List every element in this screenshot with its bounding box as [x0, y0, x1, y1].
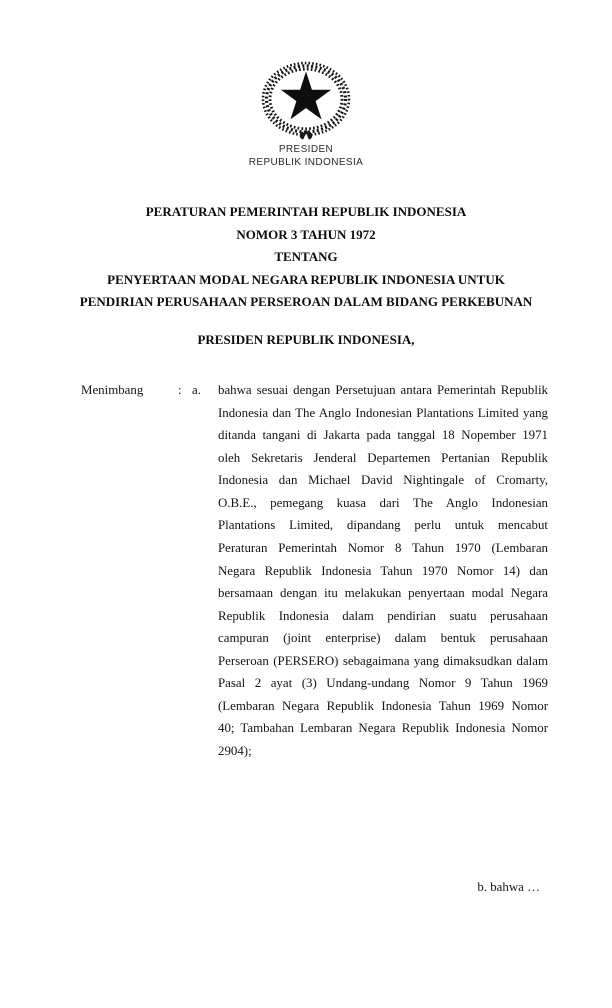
wreath-bow	[300, 131, 313, 140]
title-line-3-tentang: TENTANG	[274, 249, 338, 265]
consideration-line: Peraturan Pemerintah Nomor 8 Tahun 1970 (Lembaran	[218, 540, 548, 555]
preamble-heading: PRESIDEN REPUBLIK INDONESIA,	[197, 332, 415, 347]
consideration-line: Republik Indonesia dalam pendirian suatu perusahaan	[218, 608, 548, 623]
consideration-line: Indonesia dan Michael David Nightingale of Cromarty,	[218, 473, 548, 488]
consideration-line: oleh Sekretaris Jenderal Departemen Pertanian Republik	[218, 450, 548, 465]
consideration-line: Indonesia dan The Anglo Indonesian Plantations Limited yang	[218, 405, 548, 420]
consideration-item-text	[218, 379, 548, 763]
title-line-5-subject: PENDIRIAN PERUSAHAAN PERSEROAN DALAM BIDANG PERKEBUNAN	[79, 294, 533, 310]
consideration-line: (Lembaran Negara Republik Indonesia Tahun 1969 Nomor	[218, 698, 548, 713]
presidential-seal-icon	[261, 61, 351, 143]
considerations-section	[81, 379, 548, 763]
considerations-colon: :	[178, 383, 182, 397]
consideration-line: ditanda tangani di Jakarta pada tanggal 18 Nopember 1971	[218, 428, 548, 443]
title-line-1: PERATURAN PEMERINTAH REPUBLIK INDONESIA	[145, 204, 467, 219]
consideration-item-marker: a.	[192, 383, 201, 397]
consideration-line: O.B.E., pemegang kuasa dari The Anglo Indonesian	[218, 495, 548, 510]
continuation-catchword: b. bahwa …	[477, 880, 540, 894]
letterhead	[0, 144, 612, 169]
consideration-line: campuran (joint enterprise) dalam bentuk perusahaan	[218, 631, 548, 646]
consideration-line: 40; Tambahan Lembaran Negara Republik Indonesia Nomor	[218, 721, 548, 736]
consideration-line: Negara Republik Indonesia Tahun 1970 Nomor 14) dan	[218, 563, 548, 578]
consideration-line: bahwa sesuai dengan Persetujuan antara Pemerintah Republik	[218, 383, 548, 397]
consideration-line: 2904);	[218, 744, 252, 758]
letterhead-republik-indonesia: REPUBLIK INDONESIA	[248, 156, 364, 168]
regulation-title	[0, 201, 612, 314]
consideration-line: Plantations Limited, dipandang perlu untuk mencabut	[218, 518, 548, 533]
consideration-line: Perseroan (PERSERO) sebagaimana yang dimaksudkan dalam	[218, 653, 548, 668]
considerations-label: Menimbang	[81, 383, 144, 397]
star-icon	[281, 72, 331, 120]
consideration-line: Pasal 2 ayat (3) Undang-undang Nomor 9 Tahun 1969	[218, 676, 548, 691]
consideration-line: bersamaan dengan itu melakukan penyertaan modal Negara	[218, 586, 548, 601]
title-line-4-subject: PENYERTAAN MODAL NEGARA REPUBLIK INDONESIA UNTUK	[107, 271, 505, 287]
title-line-2-number: NOMOR 3 TAHUN 1972	[236, 226, 376, 242]
letterhead-presiden: PRESIDEN	[278, 144, 334, 155]
